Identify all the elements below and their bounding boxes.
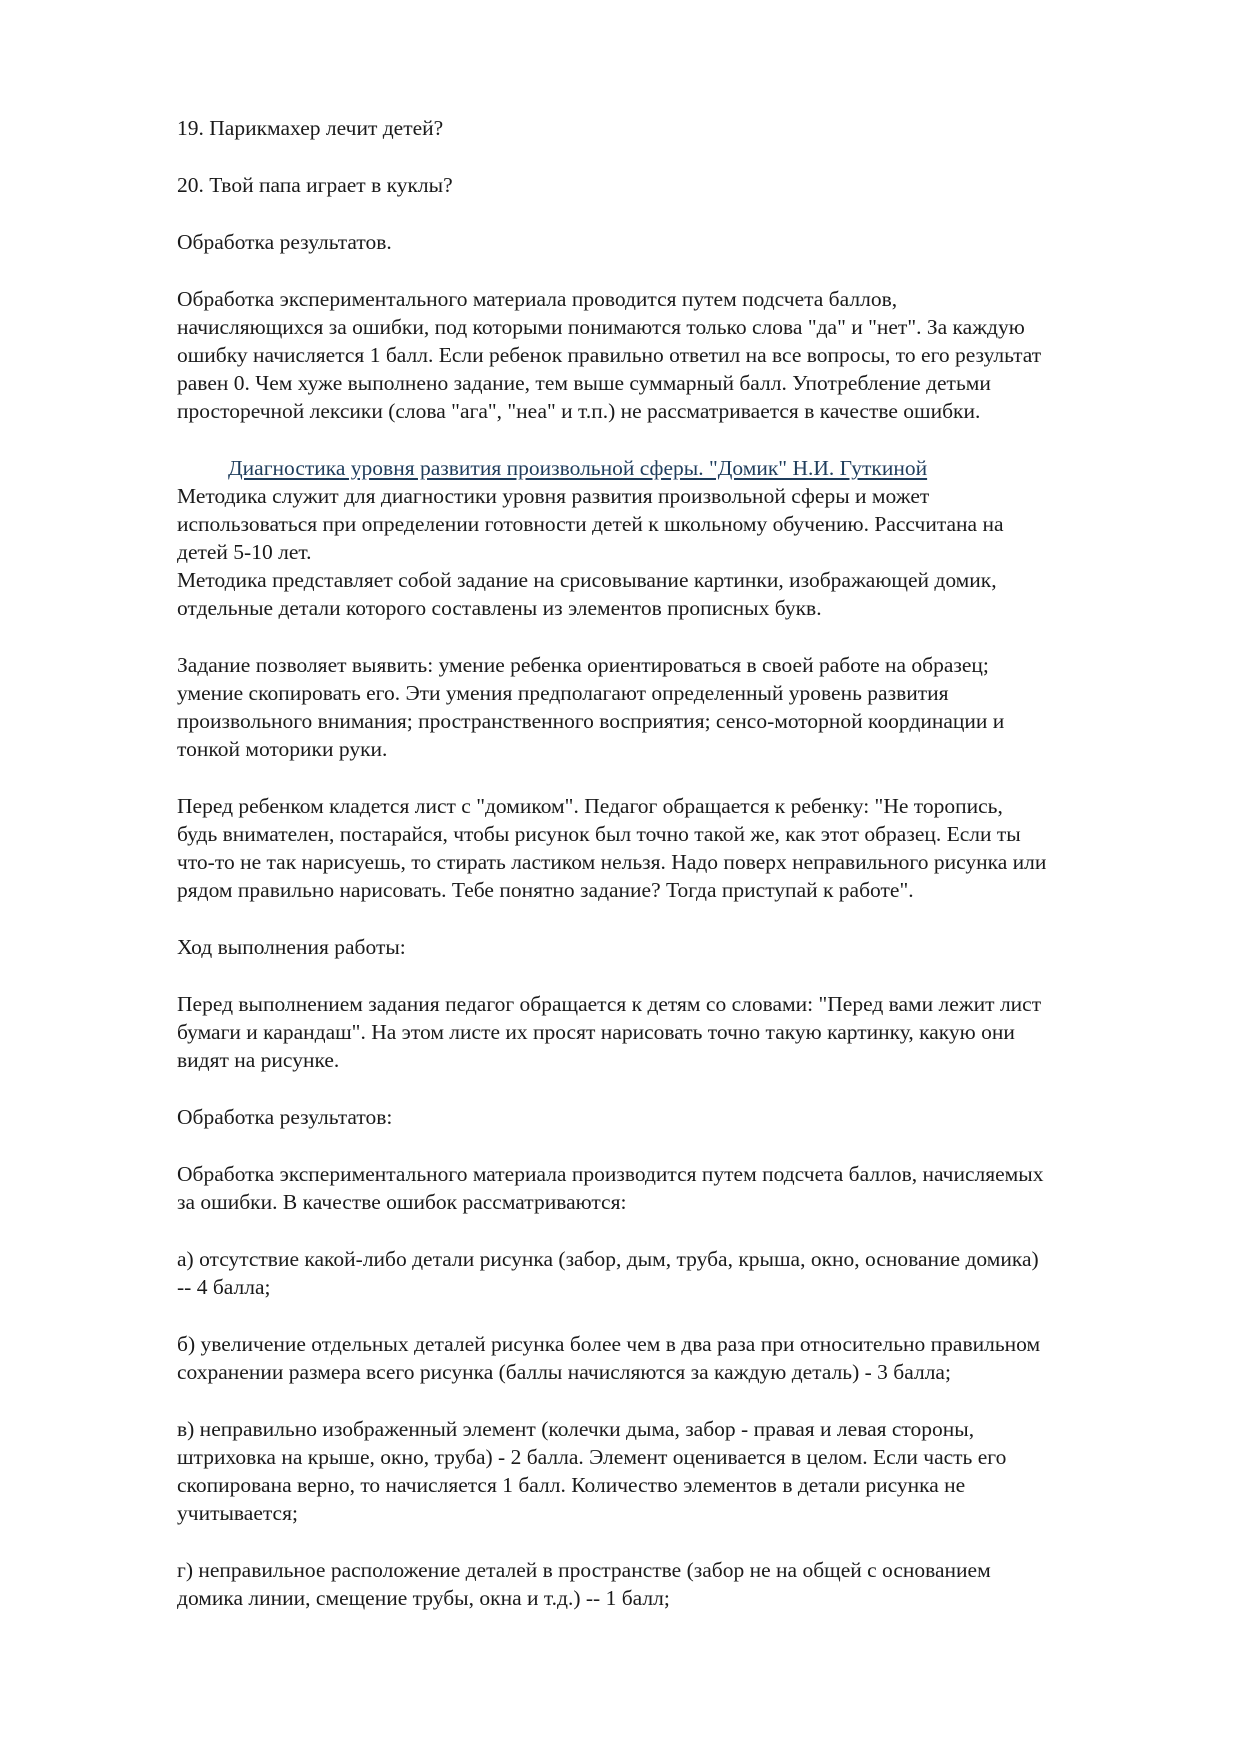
error-item-b: б) увеличение отдельных деталей рисунка более чем в два раза при относительно правильном сохранении размера всего рисунка (баллы начисляются за каждую деталь) - 3 балла; (177, 1332, 1041, 1384)
processing-paragraph-1: Обработка экспериментального материала проводится путем подсчета баллов, начисляющихся за ошибки, под которыми понимаются только слова "да" и "нет". За каждую ошибку начисляется 1 балл. Если ребенок правильно ответил на все вопросы, то его результат равен 0. Чем хуже выполнено задание, тем выше суммарный балл. Употребление детьми просторечной лексики (слова "ага", "неа" и т.п.) не рассматривается в качестве ошибки. (177, 287, 1042, 423)
procedure-title: Ход выполнения работы: (177, 935, 406, 959)
question-19: 19. Парикмахер лечит детей? (177, 116, 444, 140)
processing-paragraph-2: Обработка экспериментального материала производится путем подсчета баллов, начисляемых за ошибки. В качестве ошибок рассматриваются: (177, 1162, 1044, 1214)
processing-title-1: Обработка результатов. (177, 230, 392, 254)
question-20: 20. Твой папа играет в куклы? (177, 173, 453, 197)
task-reveals-paragraph: Задание позволяет выявить: умение ребенка ориентироваться в своей работе на образец; умение скопировать его. Эти умения предполагают определенный уровень развития произвольного внимания; пространственного восприятия; сенсо-моторной координации и тонкой моторики руки. (177, 653, 1005, 761)
processing-title-2: Обработка результатов: (177, 1105, 393, 1129)
error-item-a: а) отсутствие какой-либо детали рисунка (забор, дым, труба, крыша, окно, основание домика) -- 4 балла; (177, 1247, 1039, 1299)
procedure-paragraph: Перед выполнением задания педагог обращается к детям со словами: "Перед вами лежит лист бумаги и карандаш". На этом листе их просят нарисовать точно такую картинку, какую они видят на рисунке. (177, 992, 1042, 1072)
method-intro-paragraph: Методика служит для диагностики уровня развития произвольной сферы и может использоваться при определении готовности детей к школьному обучению. Рассчитана на детей 5-10 лет. (177, 484, 1004, 564)
instruction-paragraph: Перед ребенком кладется лист с "домиком". Педагог обращается к ребенку: "Не торопись, будь внимателен, постарайся, чтобы рисунок был точно такой же, как этот образец. Если ты что-то не так нарисуешь, то стирать ластиком нельзя. Надо поверх неправильного рисунка или рядом правильно нарисовать. Тебе понятно задание? Тогда приступай к работе". (177, 794, 1047, 902)
error-item-d: г) неправильное расположение деталей в пространстве (забор не на общей с основанием домика линии, смещение трубы, окна и т.д.) -- 1 балл; (177, 1558, 991, 1610)
section-heading-link[interactable]: Диагностика уровня развития произвольной сферы. "Домик" Н.И. Гуткиной (228, 456, 928, 480)
document-page (177, 114, 1167, 1641)
error-item-c: в) неправильно изображенный элемент (колечки дыма, забор - правая и левая стороны, штриховка на крыше, окно, труба) - 2 балла. Элемент оценивается в целом. Если часть его скопирована верно, то начисляется 1 балл. Количество элементов в детали рисунка не учитывается; (177, 1417, 1007, 1525)
method-description-paragraph: Методика представляет собой задание на срисовывание картинки, изображающей домик, отдельные детали которого составлены из элементов прописных букв. (177, 568, 997, 620)
